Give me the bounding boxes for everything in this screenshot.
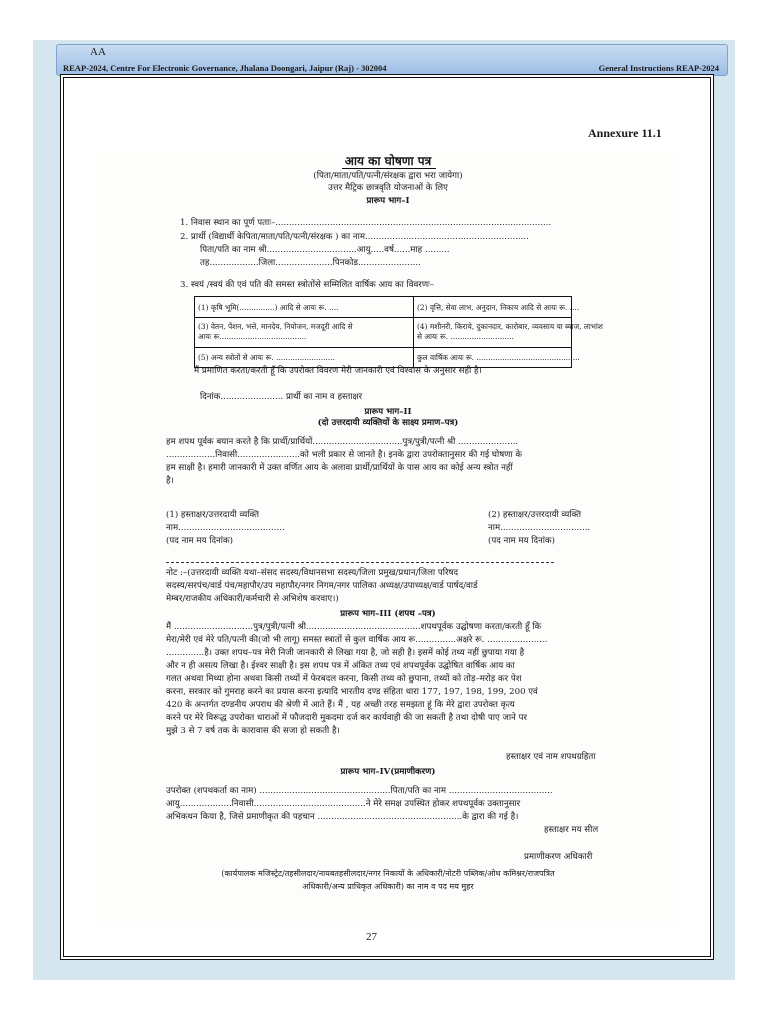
note-line3: मेम्बर/राजकीय अधिकारी/कर्मचारी से अभिशेष करवाए।) bbox=[166, 594, 339, 604]
note-line1: नोट :–(उत्तरदायी व्यक्ति यथा–संसद सदस्य/विधानसभा सदस्य/जिला प्रमुख/प्रधान/जिला परिषद bbox=[166, 568, 459, 578]
date-and-signature: दिनांक....................... प्रार्थी का नाम व हस्ताक्षर bbox=[200, 392, 363, 402]
part1-title: प्रारूप भाग–I bbox=[366, 196, 410, 206]
header-section-title: General Instructions REAP-2024 bbox=[598, 63, 719, 73]
form-title: आय का घोषणा पत्र bbox=[344, 154, 432, 168]
income-business: (4) मशीनरी, किराये, दुकानदार, कारोबार, व्यवसाय या ब्याज, लाभांश bbox=[417, 322, 603, 331]
field-address: 1. निवास स्थान का पूर्ण पताः–..................................................................................................... bbox=[180, 218, 552, 228]
affidavit-line4: और न ही असत्य लिखा है। ईश्वर साक्षी है। इस शपथ पत्र में अंकित तथ्य एवं शपथपूर्वक उद्घोषित वार्षिक आय का bbox=[166, 661, 515, 671]
field-father-name: पिता/पति का नाम श्री.................................आयु.....वर्ष......माह ......... bbox=[200, 245, 450, 255]
form-subtitle-1: (पिता/माता/पति/पत्नी/संरक्षक द्वारा भरा जायेगा) bbox=[313, 171, 463, 181]
affidavit-line5: गलत अथवा मिथ्या होना अथवा किसी तथ्यों में फेरबदल करना, किसी तथ्य को छुपाना, तथ्यों को तोड़–मरोड़ कर पेश bbox=[166, 674, 522, 684]
part3-title: प्रारूप भाग–III (शपथ –पत्र) bbox=[340, 609, 436, 619]
page-number: 27 bbox=[366, 931, 377, 943]
affiant-signature: हस्ताक्षर एवं नाम शपथग्रहिता bbox=[506, 752, 596, 762]
income-salary: (3) वेतन, पेंशन, भत्ते, मानदेय, नियोजन, मजदूरी आदि से bbox=[198, 322, 353, 331]
attesting-officer: प्रमाणीकरण अधिकारी bbox=[524, 852, 593, 862]
income-service: (2) वृत्ति, सेवा लाभ, अनुदान, निकाय आदि से आयः रू. .... bbox=[417, 303, 580, 312]
affidavit-line1: मैं .............................पुत्र/पुत्री/पत्नी श्री..........................................शपथपूर्वक उद्घोषणा करता/करती हूँ कि bbox=[166, 622, 542, 632]
header-aa-text: AA bbox=[90, 46, 106, 58]
part2-title: प्रारूप भाग–II bbox=[364, 407, 412, 417]
income-salary-amount: आयः रू..................................... bbox=[198, 332, 307, 341]
attestation-line1: उपरोक्त (शपथकर्ता का नाम) ................................................पिता/पति का नाम ...................................... bbox=[166, 786, 553, 796]
affidavit-line2: मेरा/मेरी एवं मेरे पति/पत्नी की(जो भी लागू) समस्त स्त्रातों से कुल वार्षिक आय रू...............अक्षरे रू. ...................... bbox=[166, 635, 548, 645]
attestation-line3: अभिकथन किया है, जिसे प्रमाणीकृत की पहचान .....................................................के द्वारा की गई है। bbox=[166, 812, 519, 822]
part2-paragraph-line3: हम साक्षी है। हमारी जानकारी में उक्त वर्णित आय के अलावा प्रार्थी/प्रार्थियों के पास आय का कोई अन्य स्त्रोत नहीं bbox=[166, 463, 513, 473]
witness1-designation: (पद नाम मय दिनांक) bbox=[166, 536, 233, 546]
affidavit-line7: 420 के अन्तर्गत दण्डनीय अपराध की श्रेणी में आते हैं। मैं , यह अच्छी तरह समझता हूं कि मेरे द्वारा उपरोक्त कृत्य bbox=[166, 700, 515, 710]
header-institution: REAP-2024, Centre For Electronic Governance, Jhalana Doongari, Jaipur (Raj) - 302004 bbox=[63, 63, 387, 73]
form-subtitle-2: उत्तर मैट्रिक छात्रवृति योजनाओं के लिए bbox=[328, 183, 448, 193]
witness1-signature: (1) हस्ताक्षर/उत्तरदायी व्यक्ति bbox=[166, 510, 260, 520]
officer-list-line1: (कार्यपालक मजिस्ट्रेट/तहसीलदार/नायबतहसीलदार/नगर निकायों के अधिकारी/नोटरी पब्लिक/ओथ कमिश्नर/राजपत्रित bbox=[221, 869, 555, 878]
affidavit-line3: ..............है। उक्त शपथ–पत्र मेरी निजी जानकारी से लिखा गया है, जो सही है। इसमें कोई तथ्य नहीं छुपाया गया है bbox=[166, 648, 525, 658]
income-total: कुल वार्षिक आयः रू. ............................................ bbox=[417, 353, 580, 362]
witness2-signature: (2) हस्ताक्षर/उत्तरदायी व्यक्ति bbox=[488, 510, 582, 520]
income-agriculture: (1) कृषि भूमि(...............) आदि से आयः रू. .... bbox=[198, 303, 339, 312]
part2-subtitle: (दो उत्तरदायी व्यक्तियों के साक्ष्य प्रमाण–पत्र) bbox=[317, 418, 459, 428]
title-underline bbox=[342, 168, 436, 169]
witness2-name: नाम................................. bbox=[488, 523, 591, 533]
affidavit-line6: करना, सरकार को गुमराह करने का प्रयास करना इत्यादि भारतीय दण्ड संहिता धारा 177, 197, 198, 199, 200 एवं bbox=[166, 687, 538, 697]
income-details-heading: 3. स्वयं /स्वयं की एवं पति की समस्त स्त्रोतोंसे सम्मिलित वार्षिक आय का विवरणः– bbox=[180, 280, 435, 290]
affidavit-line8: करने पर मेरे विरूद्ध उपरोक्त धाराओं में फौजदारी मुकदमा दर्ज कर कार्यवाही की जा सकती है तथा दोषी पाए जाने पर bbox=[166, 713, 527, 723]
signature-with-seal: हस्ताक्षर मय सील bbox=[544, 825, 599, 835]
income-table bbox=[194, 296, 603, 368]
annexure-label: Annexure 11.1 bbox=[588, 126, 662, 140]
attestation-line2: आयु...................निवासी.........................................ने मेरे समक्ष उपस्थित होकर शपथपूर्वक उक्तानुसार bbox=[166, 799, 521, 809]
affidavit-line9: मुझे 3 से 7 वर्ष तक के कारावास की सजा हो सकती है। bbox=[166, 726, 340, 736]
part2-paragraph-line1: हम शपथ पूर्वक बयान करते है कि प्रार्थी/प्रार्थियों.................................पुत्र/पुत्री/पत्नी श्री ...................... bbox=[166, 437, 519, 447]
scanned-form bbox=[96, 152, 680, 922]
officer-list-line2: अधिकारी/अन्य प्राधिकृत अधिकारी) का नाम व पद मय मुहर bbox=[302, 882, 474, 891]
income-business-amount: से आयः रू. ........................... bbox=[417, 332, 514, 341]
income-other: (5) अन्य स्त्रोतों से आयः रू. ......................... bbox=[198, 353, 335, 362]
part4-title: प्रारूप भाग–IV(प्रमाणीकरण) bbox=[340, 767, 436, 777]
certification-text: मैं प्रमाणित करता/करती हूँ कि उपरोक्त विवरण मेरी जानकारी एवं विश्वास के अनुसार सही है। bbox=[194, 366, 482, 376]
section-divider bbox=[166, 562, 554, 563]
part2-paragraph-line4: है। bbox=[166, 476, 174, 486]
part2-paragraph-line2: ..................निवासी.......................को भली प्रकार से जानते है। इनके द्वारा उपरोक्तानुसार की गई घोषणा के bbox=[166, 450, 522, 460]
witness2-designation: (पद नाम मय दिनांक) bbox=[488, 536, 555, 546]
document-header-bar bbox=[56, 44, 728, 76]
witness1-name: नाम....................................... bbox=[166, 523, 285, 533]
field-tehsil-district: तह..................जिला.....................पिनकोड....................... bbox=[200, 258, 421, 268]
note-line2: सदस्य/सरपंच/वार्ड पंच/महापौर/उप महापौर/नगर निगम/नगर पालिका अध्यक्ष/उपाध्यक्ष/वार्ड पार्षद/वार्ड bbox=[166, 581, 478, 591]
field-applicant-name: 2. प्रार्थी (विद्यार्थी केपिता/माता/पति/पत्नी/संरक्षक ) का नाम............................................................ bbox=[180, 232, 529, 242]
